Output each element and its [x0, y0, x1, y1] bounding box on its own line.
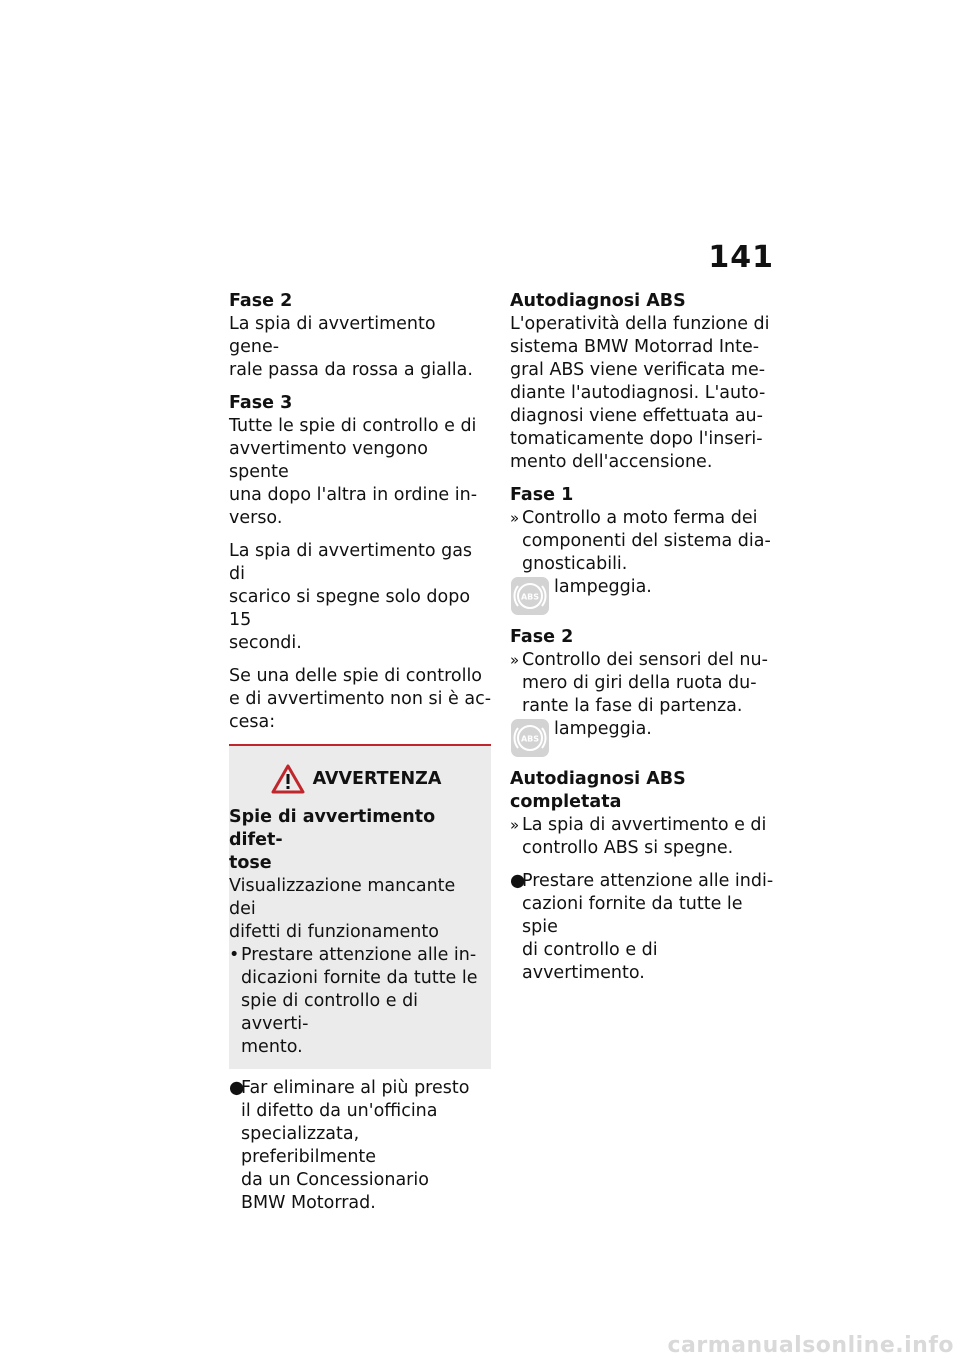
- abs-icon-text: ABS: [520, 592, 540, 602]
- fase-2-right-heading: Fase 2: [510, 627, 574, 647]
- paragraph-gas: [229, 540, 491, 655]
- warning-triangle-icon: [271, 764, 305, 794]
- step-arrow: »: [510, 651, 520, 669]
- warning-title: Spie di avvertimento difet- tose: [229, 807, 436, 873]
- done-step: [510, 814, 775, 860]
- fase-1-step: [510, 507, 775, 576]
- abs-icon-text: ABS: [520, 734, 540, 744]
- done-step-text: La spia di avvertimento e di controllo ABS si spegne.: [522, 815, 767, 858]
- left-column: [229, 290, 491, 1215]
- spia-text: Se una delle spie di controllo e di avvertimento non si è ac- cesa:: [229, 666, 492, 732]
- abs-lamp-icon: [510, 576, 550, 616]
- section-autodiagnosi: [510, 290, 775, 474]
- fase-2-step: [510, 649, 775, 718]
- fase-3-text: Tutte le spie di controllo e di avvertimento vengono spente una dopo l'altra in ordine in- verso.: [229, 416, 478, 528]
- done-heading: Autodiagnosi ABS completata: [510, 769, 686, 812]
- section-fase-2-right: [510, 626, 775, 758]
- section-fase-3: [229, 392, 491, 530]
- fase-2-heading: Fase 2: [229, 291, 293, 311]
- bullet-dot: •: [229, 945, 240, 965]
- fase-2-text: La spia di avvertimento gene- rale passa da rossa a gialla.: [229, 314, 473, 380]
- fase-1-step-text: Controllo a moto ferma dei componenti del sistema dia- gnosticabili.: [522, 508, 771, 574]
- page-number: 141: [708, 240, 774, 275]
- list-item-repair: [229, 1077, 491, 1215]
- fase-1-lamp: [510, 576, 775, 616]
- section-fase-1: [510, 484, 775, 616]
- bullet-dot: ●: [510, 871, 526, 891]
- section-autodiagnosi-completata: [510, 768, 775, 860]
- done-bullet: [510, 870, 775, 985]
- abs-lamp-icon: [510, 718, 550, 758]
- gas-text: La spia di avvertimento gas di scarico si spegne solo dopo 15 secondi.: [229, 541, 473, 653]
- fase-1-heading: Fase 1: [510, 485, 574, 505]
- right-column: [510, 290, 775, 985]
- warning-bullet-text: Prestare attenzione alle in- dicazioni fornite da tutte le spie di controllo e di avverti- mento.: [241, 945, 478, 1057]
- fase-2-step-text: Controllo dei sensori del nu- mero di giri della ruota du- rante la fase di partenza.: [522, 650, 768, 716]
- bullet-dot: ●: [229, 1078, 245, 1098]
- fase-2-lamp-text: lampeggia.: [554, 719, 652, 739]
- done-bullet-text: Prestare attenzione alle indi- cazioni fornite da tutte le spie di controllo e di avvertimento.: [522, 871, 774, 983]
- warning-header: [229, 764, 483, 794]
- step-arrow: »: [510, 816, 520, 834]
- abs-text: L'operatività della funzione di sistema BMW Motorrad Inte- gral ABS viene verificata me- diante l'autodiagnosi. L'auto- diagnosi viene effettuata au- tomaticamente dopo l'inseri- mento dell'accensione.: [510, 314, 770, 472]
- warning-bullet: [229, 944, 483, 1059]
- warning-text: Visualizzazione mancante dei difetti di funzionamento: [229, 876, 456, 942]
- paragraph-spia-non-accesa: [229, 665, 491, 734]
- abs-heading: Autodiagnosi ABS: [510, 291, 686, 311]
- repair-text: Far eliminare al più presto il difetto da un'officina specializzata, preferibilmente da un Concessionario BMW Motorrad.: [241, 1078, 470, 1213]
- warning-box: [229, 746, 491, 1069]
- step-arrow: »: [510, 509, 520, 527]
- fase-2-lamp: [510, 718, 775, 758]
- fase-1-lamp-text: lampeggia.: [554, 577, 652, 597]
- watermark: carmanualsonline.info: [667, 1333, 954, 1358]
- section-fase-2: [229, 290, 491, 382]
- fase-3-heading: Fase 3: [229, 393, 293, 413]
- warning-content: [229, 806, 483, 1059]
- warning-label: AVVERTENZA: [312, 768, 442, 789]
